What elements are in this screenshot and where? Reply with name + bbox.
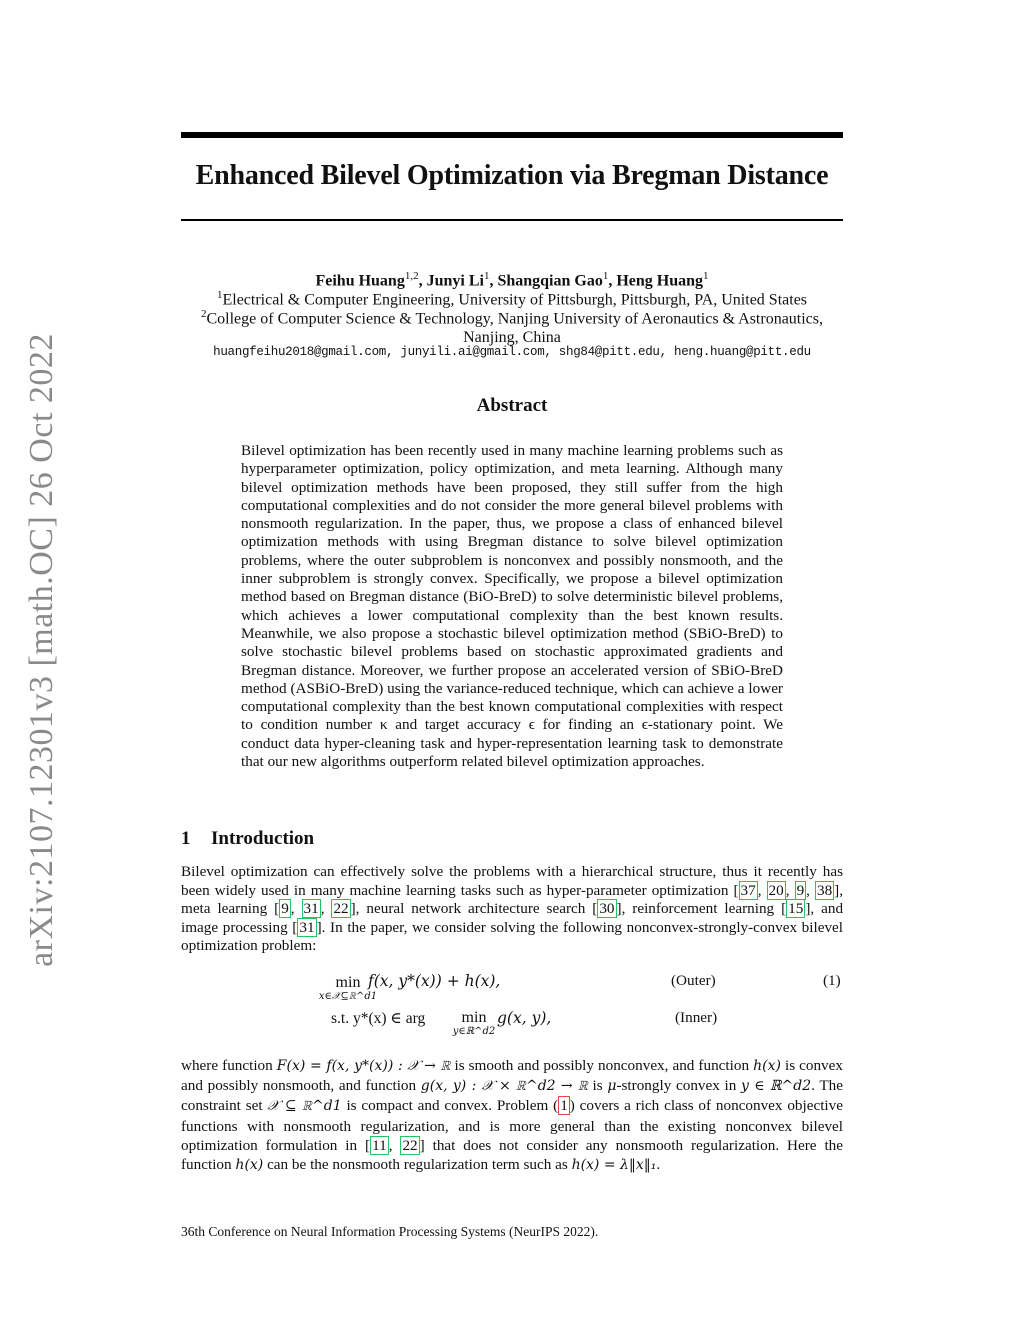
affiliation-text: Electrical & Computer Engineering, University of Pittsburgh, Pittsburgh, PA, United States [222, 291, 808, 309]
author-name: Junyi Li [426, 272, 484, 290]
author-affiliation-mark: 1 [602, 270, 609, 282]
affiliation-mark: 1 [216, 289, 223, 301]
affiliation-mark: 2 [200, 308, 207, 320]
author-name: Shangqian Gao [497, 272, 603, 290]
citation-link[interactable]: 30 [599, 900, 615, 918]
inner-prefix: s.t. y*(x) ∈ arg [331, 1010, 426, 1027]
intro-paragraph-1: Bilevel optimization can effectively solve the problems with a hierarchical structure, thus it recently has been widely used in many machine learning tasks such as hyper-parameter optimization [ 37 , 20 , 9 , 38 ], meta learning [ 9 , 31 , 22 ], neural network architecture search [ 30 ], reinforcement learning [ 15 ], and image processing [ 31 ]. In the paper, we consider solving the following nonconvex-strongly-convex bilevel optimization problem: [181, 863, 844, 955]
equation-reference-link[interactable]: 1 [560, 1097, 568, 1115]
inner-label: (Inner) [675, 1009, 718, 1026]
outer-objective: f(x, y*(x)) + h(x), [368, 972, 501, 990]
author-affiliation-mark: 1 [483, 270, 490, 282]
citation-link[interactable]: 22 [333, 900, 349, 918]
intro-paragraph-2: where function F(x) = f(x, y*(x)) : 𝒳 → ℝ is smooth and possibly nonconvex, and function h(x) is convex and possibly nonsmooth, and function g(x, y) : 𝒳 × ℝ^d2 → ℝ is μ-strongly convex in y ∈ ℝ^d2. The constraint set 𝒳 ⊆ ℝ^d1 is compact and convex. Problem ( 1 ) covers a rich class of nonconvex objective functions with nonsmooth regularization, and is more general than the existing nonconvex bilevel optimization formulation in [ 11 , 22 ] that does not consider any nonsmooth regularization. Here the function h(x) can be the nonsmooth regularization term such as h(x) = λ‖x‖₁. [181, 1057, 844, 1174]
math-inline: h(x) [753, 1058, 781, 1074]
citation-link[interactable]: 22 [402, 1136, 418, 1154]
outer-min-operator: min x∈𝒳⊆ℝ^d1 [318, 974, 378, 1002]
conference-footnote: 36th Conference on Neural Information Processing Systems (NeurIPS 2022). [181, 1224, 599, 1239]
affiliation-2 [181, 305, 843, 347]
citation-link[interactable]: 31 [299, 918, 315, 936]
author-name: Heng Huang [616, 272, 704, 290]
affiliation-text: College of Computer Science & Technology, Nanjing University of Aeronautics & Astronautics, Nanjing, China [206, 310, 824, 347]
author-name: Feihu Huang [315, 272, 405, 290]
citation-link[interactable]: 38 [816, 881, 833, 899]
equation-number: (1) [823, 972, 841, 989]
math-inline: h(x) [235, 1157, 264, 1174]
math-inline: g(x, y) : 𝒳 × ℝ^d2 → ℝ [420, 1078, 588, 1095]
citation-link[interactable]: 11 [372, 1136, 387, 1154]
math-inline: F(x) = f(x, y*(x)) : 𝒳 → ℝ [276, 1058, 451, 1074]
author-affiliation-mark: 1 [703, 270, 709, 282]
math-inline: 𝒳 ⊆ ℝ^d1 [267, 1098, 342, 1115]
author-list: Feihu Huang$^{1,2}$, Junyi Li$^1$, Shangqian Gao$^1$, Heng Huang$^1$ [315, 270, 709, 290]
outer-label: (Outer) [671, 972, 716, 989]
author-affiliation-mark: 1,2 [404, 270, 419, 282]
paper-title: Enhanced Bilevel Optimization via Bregman Distance [195, 160, 829, 191]
arxiv-stamp-text: arXiv:2107.12301v3 [math.OC] 26 Oct 2022 [23, 333, 60, 967]
section-heading-introduction [181, 828, 314, 850]
citation-link[interactable]: 15 [788, 900, 804, 918]
section-title: Introduction [211, 828, 315, 849]
citation-link[interactable]: 9 [796, 881, 805, 899]
title-rule-top [181, 132, 843, 138]
arxiv-stamp [20, 333, 64, 967]
inner-objective: g(x, y), [497, 1009, 552, 1027]
math-inline: y ∈ ℝ^d2 [741, 1078, 812, 1095]
citation-link[interactable]: 9 [281, 900, 289, 918]
section-number: 1 [181, 828, 191, 849]
math-inline: h(x) = λ‖x‖₁ [571, 1157, 657, 1174]
author-emails: huangfeihu2018@gmail.com, junyili.ai@gmail.com, shg84@pitt.edu, heng.huang@pitt.edu [213, 345, 811, 359]
citation-link[interactable]: 20 [768, 881, 784, 899]
citation-link[interactable]: 31 [303, 900, 319, 918]
citation-link[interactable]: 37 [740, 881, 756, 899]
abstract-heading: Abstract [476, 395, 548, 416]
inner-min-operator: min y∈ℝ^d2 [452, 1009, 496, 1037]
title-rule-bottom [181, 219, 843, 221]
abstract-text: Bilevel optimization has been recently used in many machine learning problems such as hyperparameter optimization, policy optimization, and meta learning. Although many bilevel optimization methods have been proposed, they still suffer from the high computational complexities and do not consider the more general bilevel problems with nonsmooth regularization. In the paper, thus, we propose a class of enhanced bilevel optimization methods with using Bregman distance to solve bilevel optimization problems, where the outer subproblem is nonconvex and possibly nonsmooth, and the inner subproblem is strongly convex. Specifically, we propose a bilevel optimization method based on Bregman distance (BiO-BreD) to solve deterministic bilevel problems, which achieves a lower computational complexity than the best known results. Meanwhile, we also propose a stochastic bilevel optimization method (SBiO-BreD) to solve stochastic bilevel problems based on stochastic approximated gradients and Bregman distance. Moreover, we further propose an accelerated version of SBiO-BreD method (ASBiO-BreD) using the variance-reduced technique, which can achieve a lower computational complexity than the best known computational complexities with respect to condition number κ and target accuracy ϵ for finding an ϵ-stationary point. We conduct data hyper-cleaning task and hyper-representation learning task to demonstrate that our new algorithms outperform related bilevel optimization approaches. [241, 442, 783, 771]
math-inline: μ [607, 1078, 617, 1095]
